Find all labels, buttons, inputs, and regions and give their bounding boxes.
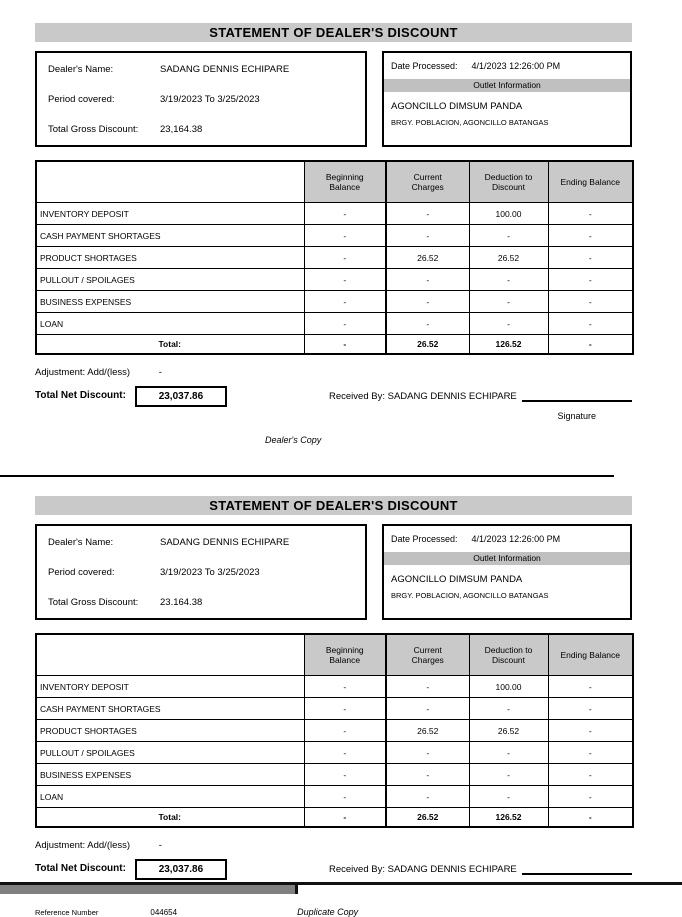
date-processed-value: 4/1/2023 12:26:00 PM xyxy=(471,61,561,71)
row-label: BUSINESS EXPENSES xyxy=(36,764,304,786)
row-label: LOAN xyxy=(36,786,304,808)
row-cell: - xyxy=(548,225,633,247)
row-cell: - xyxy=(548,808,633,828)
row-cell: - xyxy=(304,247,386,269)
table-row xyxy=(36,313,633,335)
row-cell: - xyxy=(548,203,633,225)
row-cell: 126.52 xyxy=(469,335,548,355)
row-cell: - xyxy=(386,742,469,764)
row-label: CASH PAYMENT SHORTAGES xyxy=(36,225,304,247)
discount-table xyxy=(35,633,634,828)
table-row xyxy=(36,720,633,742)
row-cell: 26.52 xyxy=(469,720,548,742)
outlet-information-header: Outlet Information xyxy=(384,552,630,565)
outlet-info-box xyxy=(382,51,632,147)
row-cell: 26.52 xyxy=(386,808,469,828)
row-label: INVENTORY DEPOSIT xyxy=(36,676,304,698)
header-empty-cell xyxy=(36,161,304,203)
table-header-row xyxy=(36,161,633,203)
table-row xyxy=(36,698,633,720)
row-cell: - xyxy=(548,313,633,335)
signature-label: Signature xyxy=(557,411,596,421)
dealer-name-value: SADANG DENNIS ECHIPARE xyxy=(160,64,290,75)
horizontal-scrollbar-track[interactable] xyxy=(0,882,682,894)
row-cell: - xyxy=(548,335,633,355)
gross-discount-field xyxy=(48,124,365,135)
outlet-address: BRGY. POBLACION, AGONCILLO BATANGAS xyxy=(391,118,549,127)
header-deduction-to-discount: Deduction to Discount xyxy=(469,161,548,203)
row-cell: - xyxy=(386,269,469,291)
net-discount-row xyxy=(35,386,632,421)
row-label: PULLOUT / SPOILAGES xyxy=(36,742,304,764)
row-cell: - xyxy=(548,698,633,720)
row-cell: - xyxy=(548,786,633,808)
row-cell: - xyxy=(469,291,548,313)
date-processed-label: Date Processed: xyxy=(391,61,458,71)
dealer-name-label: Dealer's Name: xyxy=(48,64,114,75)
row-cell: - xyxy=(304,720,386,742)
row-cell: - xyxy=(304,786,386,808)
row-cell: - xyxy=(304,742,386,764)
row-cell: - xyxy=(548,764,633,786)
row-cell: - xyxy=(386,764,469,786)
adjustment-value: - xyxy=(158,367,162,378)
outlet-info-box xyxy=(382,524,632,620)
period-field xyxy=(48,567,365,578)
table-row xyxy=(36,786,633,808)
row-cell: 100.00 xyxy=(469,203,548,225)
row-cell: - xyxy=(386,203,469,225)
dealer-name-field xyxy=(48,64,365,75)
row-cell: - xyxy=(469,786,548,808)
outlet-name: AGONCILLO DIMSUM PANDA xyxy=(391,101,523,112)
received-by-row xyxy=(329,859,632,875)
header-beginning-balance: Beginning Balance xyxy=(304,161,386,203)
row-cell: 26.52 xyxy=(386,335,469,355)
statement-title: STATEMENT OF DEALER'S DISCOUNT xyxy=(35,23,632,42)
header-current-charges: Current Charges xyxy=(386,634,469,676)
adjustment-label: Adjustment: Add/(less) xyxy=(35,367,131,378)
table-row xyxy=(36,247,633,269)
adjustment-value: - xyxy=(158,840,162,851)
adjustment-row xyxy=(35,367,632,378)
dealer-info-box xyxy=(35,51,367,147)
row-cell: - xyxy=(469,698,548,720)
row-cell: 100.00 xyxy=(469,676,548,698)
copy-type-label: Duplicate Copy xyxy=(297,907,359,917)
row-cell: 126.52 xyxy=(469,808,548,828)
gross-discount-label: Total Gross Discount: xyxy=(48,597,139,608)
row-cell: - xyxy=(386,313,469,335)
table-row xyxy=(36,203,633,225)
row-label: CASH PAYMENT SHORTAGES xyxy=(36,698,304,720)
table-total-row xyxy=(36,335,633,355)
outlet-name: AGONCILLO DIMSUM PANDA xyxy=(391,574,523,585)
row-cell: - xyxy=(304,291,386,313)
row-label: PRODUCT SHORTAGES xyxy=(36,247,304,269)
row-cell: - xyxy=(469,225,548,247)
gross-discount-label: Total Gross Discount: xyxy=(48,124,139,135)
row-cell: - xyxy=(386,225,469,247)
dealer-name-value: SADANG DENNIS ECHIPARE xyxy=(160,537,290,548)
net-discount-value-box: 23,037.86 xyxy=(135,859,227,880)
header-ending-balance: Ending Balance xyxy=(548,634,633,676)
row-cell: - xyxy=(548,676,633,698)
row-cell: 26.52 xyxy=(469,247,548,269)
table-row xyxy=(36,291,633,313)
received-by-text: Received By: SADANG DENNIS ECHIPARE xyxy=(329,864,517,875)
row-cell: - xyxy=(304,335,386,355)
received-by-row xyxy=(329,386,632,402)
row-cell: - xyxy=(304,225,386,247)
date-processed-field xyxy=(384,53,630,71)
date-processed-value: 4/1/2023 12:26:00 PM xyxy=(471,534,561,544)
signature-line xyxy=(522,861,632,875)
horizontal-scrollbar-thumb[interactable] xyxy=(0,885,298,894)
row-cell: - xyxy=(548,247,633,269)
reference-number-label: Reference Number xyxy=(35,908,99,917)
row-label: Total: xyxy=(36,335,304,355)
row-cell: - xyxy=(469,269,548,291)
duplicate-copy-statement xyxy=(35,496,632,917)
row-cell: - xyxy=(386,676,469,698)
net-discount-label: Total Net Discount: xyxy=(35,863,126,874)
gross-discount-value: 23,164.38 xyxy=(160,124,203,135)
copies-divider-line xyxy=(0,475,614,477)
gross-discount-field xyxy=(48,597,365,608)
gross-discount-value: 23.164.38 xyxy=(160,597,203,608)
table-header-row xyxy=(36,634,633,676)
period-value: 3/19/2023 To 3/25/2023 xyxy=(160,567,260,578)
row-label: INVENTORY DEPOSIT xyxy=(36,203,304,225)
discount-table xyxy=(35,160,634,355)
row-label: BUSINESS EXPENSES xyxy=(36,291,304,313)
header-ending-balance: Ending Balance xyxy=(548,161,633,203)
row-label: PRODUCT SHORTAGES xyxy=(36,720,304,742)
row-cell: - xyxy=(304,808,386,828)
adjustment-label: Adjustment: Add/(less) xyxy=(35,840,131,851)
table-row xyxy=(36,676,633,698)
row-cell: - xyxy=(304,313,386,335)
row-cell: - xyxy=(548,742,633,764)
row-cell: - xyxy=(469,313,548,335)
row-cell: - xyxy=(469,742,548,764)
period-label: Period covered: xyxy=(48,94,115,105)
header-deduction-to-discount: Deduction to Discount xyxy=(469,634,548,676)
reference-number-value: 044654 xyxy=(150,908,178,917)
adjustment-row xyxy=(35,840,632,851)
row-label: PULLOUT / SPOILAGES xyxy=(36,269,304,291)
row-cell: - xyxy=(386,698,469,720)
table-row xyxy=(36,742,633,764)
table-total-row xyxy=(36,808,633,828)
row-cell: - xyxy=(548,269,633,291)
period-value: 3/19/2023 To 3/25/2023 xyxy=(160,94,260,105)
signature-line xyxy=(522,388,632,402)
statement-title: STATEMENT OF DEALER'S DISCOUNT xyxy=(35,496,632,515)
row-cell: - xyxy=(386,786,469,808)
table-row xyxy=(36,269,633,291)
row-cell: - xyxy=(386,291,469,313)
period-field xyxy=(48,94,365,105)
row-cell: - xyxy=(304,676,386,698)
outlet-address: BRGY. POBLACION, AGONCILLO BATANGAS xyxy=(391,591,549,600)
row-label: LOAN xyxy=(36,313,304,335)
header-empty-cell xyxy=(36,634,304,676)
period-label: Period covered: xyxy=(48,567,115,578)
row-cell: - xyxy=(304,203,386,225)
row-cell: - xyxy=(469,764,548,786)
info-section xyxy=(35,524,632,620)
net-discount-label: Total Net Discount: xyxy=(35,390,126,401)
header-current-charges: Current Charges xyxy=(386,161,469,203)
row-cell: - xyxy=(304,764,386,786)
row-cell: - xyxy=(304,698,386,720)
row-cell: 26.52 xyxy=(386,247,469,269)
row-label: Total: xyxy=(36,808,304,828)
dealer-info-box xyxy=(35,524,367,620)
received-by-text: Received By: SADANG DENNIS ECHIPARE xyxy=(329,391,517,402)
table-row xyxy=(36,225,633,247)
row-cell: - xyxy=(548,291,633,313)
date-processed-field xyxy=(384,526,630,544)
row-cell: - xyxy=(548,720,633,742)
copy-type-label: Dealer's Copy xyxy=(265,435,322,445)
dealer-name-field xyxy=(48,537,365,548)
received-by-block xyxy=(329,386,632,421)
dealer-name-label: Dealer's Name: xyxy=(48,537,114,548)
net-discount-value-box: 23,037.86 xyxy=(135,386,227,407)
dealers-copy-statement xyxy=(35,0,632,445)
header-beginning-balance: Beginning Balance xyxy=(304,634,386,676)
outlet-information-header: Outlet Information xyxy=(384,79,630,92)
row-cell: - xyxy=(304,269,386,291)
date-processed-label: Date Processed: xyxy=(391,534,458,544)
info-section xyxy=(35,51,632,147)
table-row xyxy=(36,764,633,786)
row-cell: 26.52 xyxy=(386,720,469,742)
reference-row xyxy=(35,907,632,917)
